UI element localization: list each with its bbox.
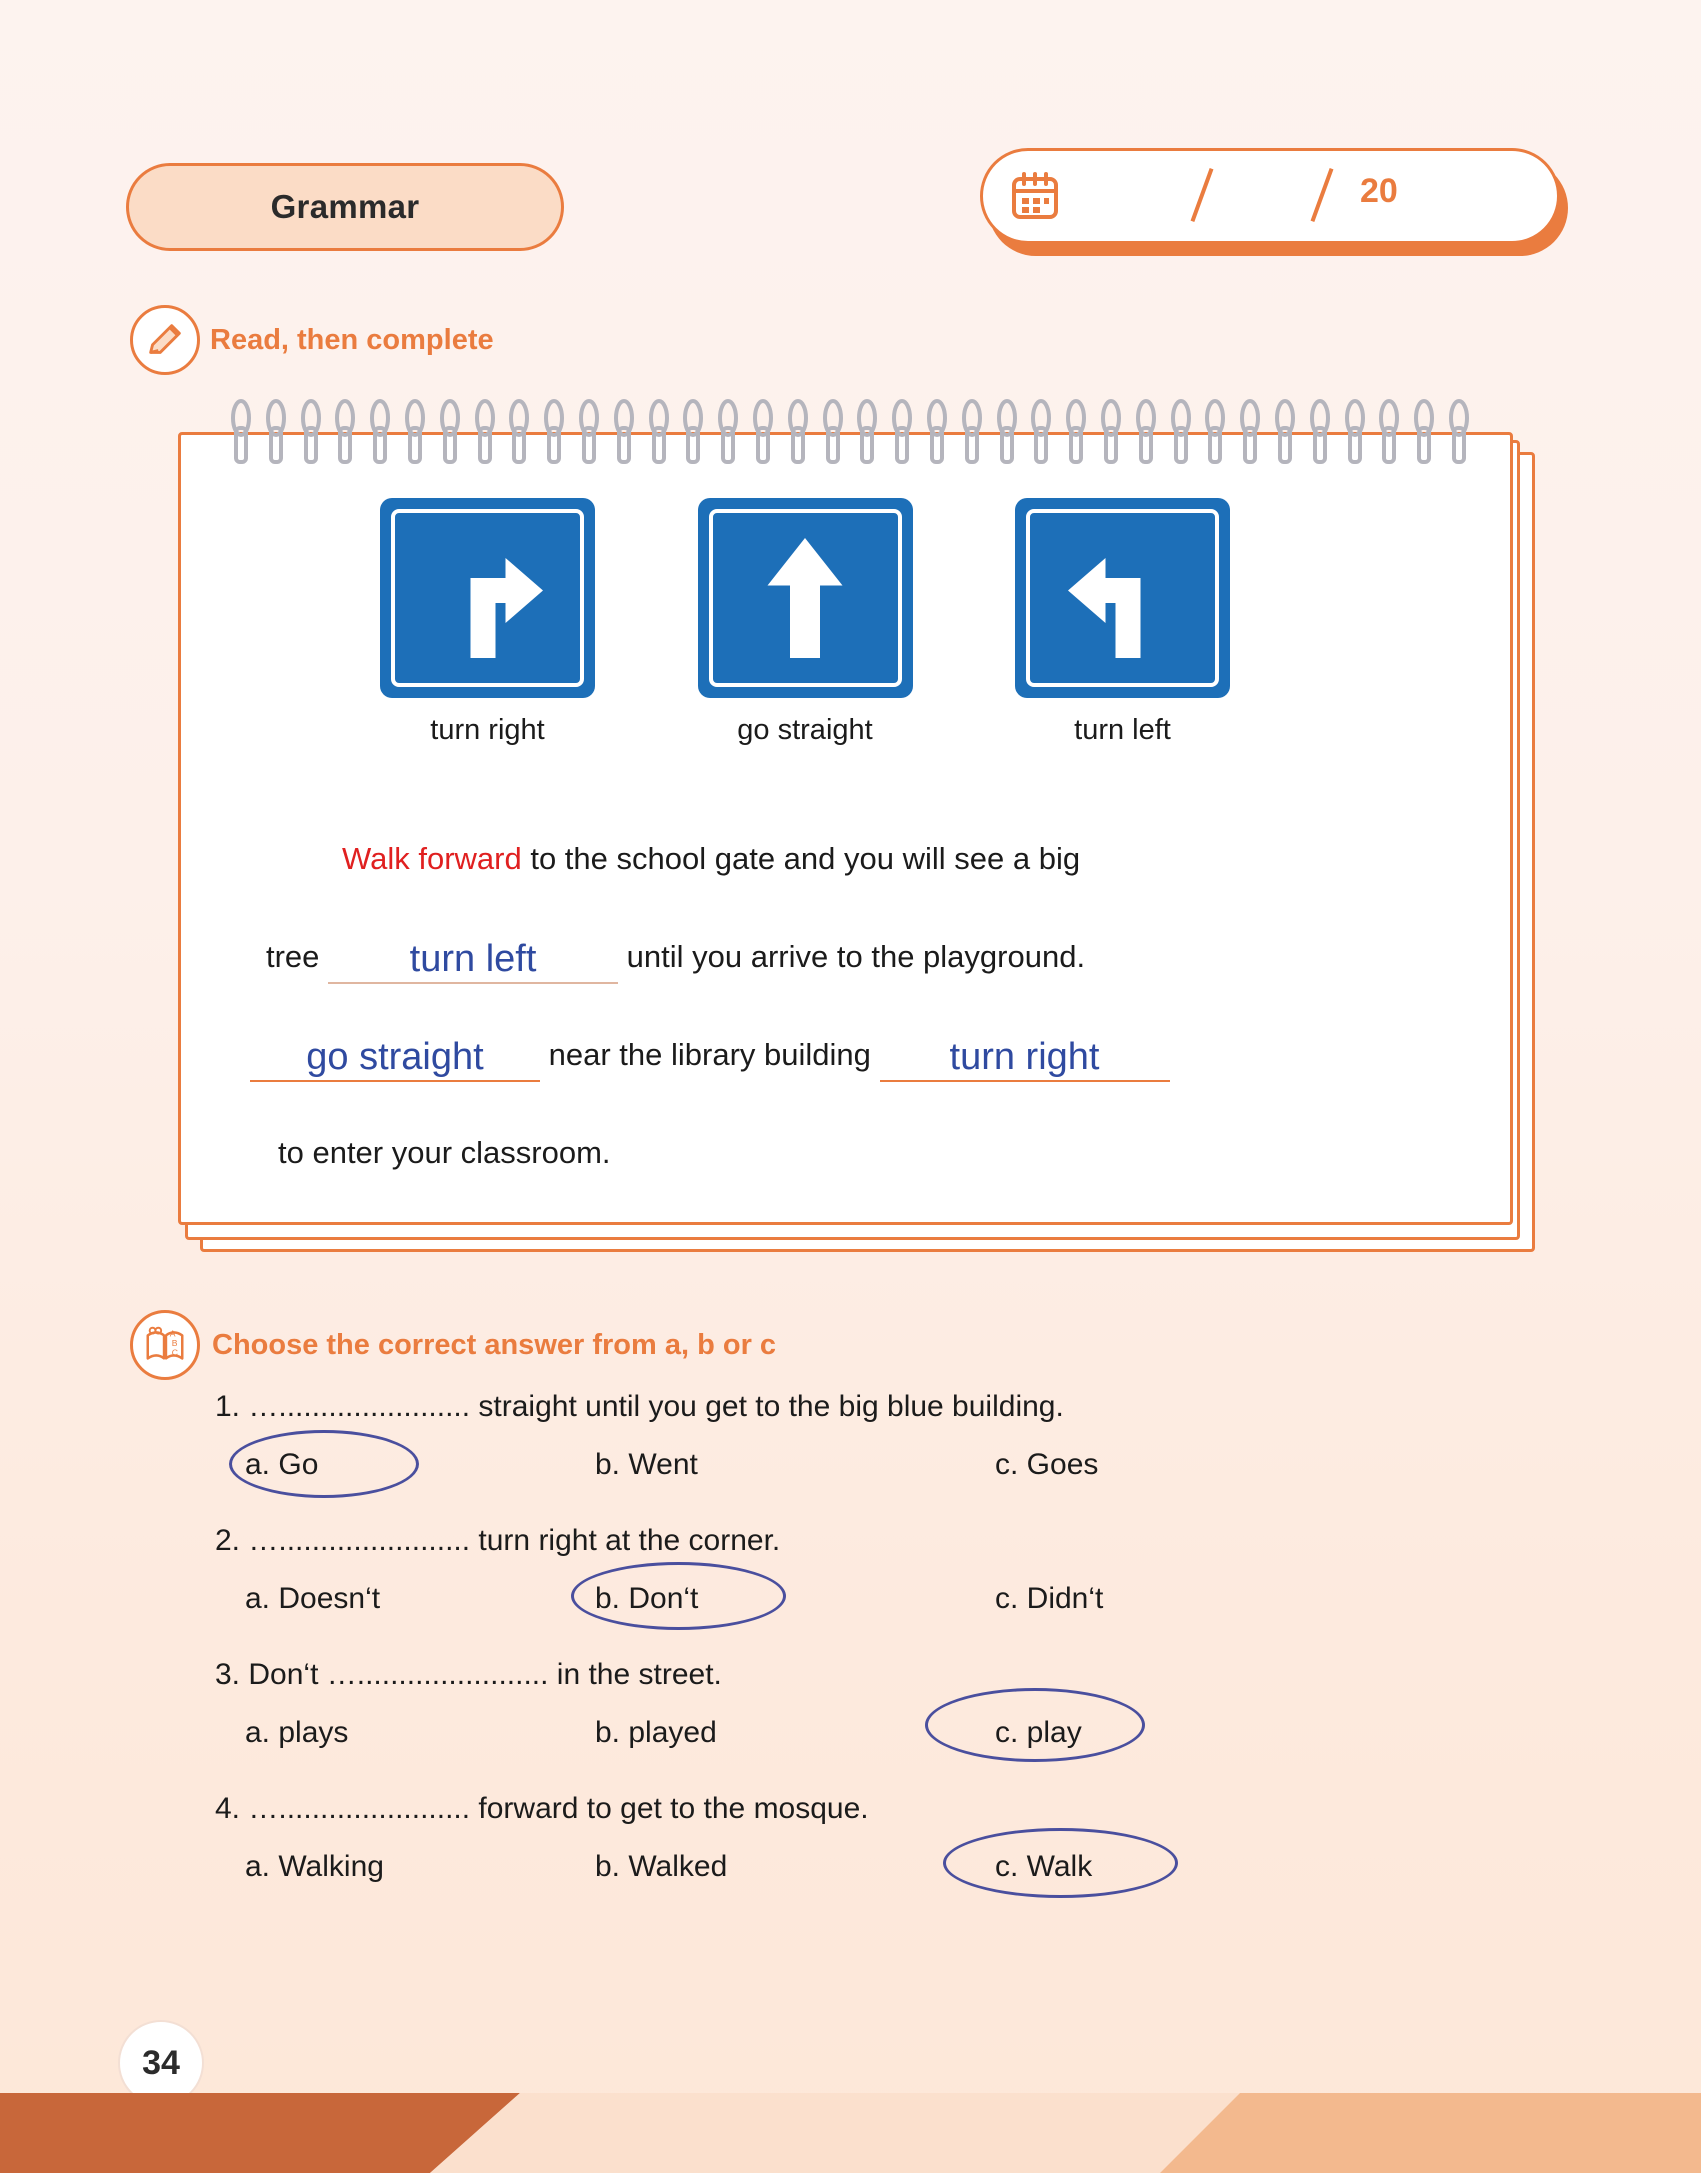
- spiral-ring: [961, 398, 983, 466]
- mcq-list: [215, 1390, 1515, 1898]
- spiral-ring: [752, 398, 774, 466]
- option-b[interactable]: [595, 1448, 995, 1482]
- option-label: c. Didn‘t: [995, 1582, 1104, 1615]
- spiral-ring: [230, 398, 252, 466]
- spiral-ring: [1030, 398, 1052, 466]
- spiral-ring: [891, 398, 913, 466]
- sign-box: [1015, 498, 1230, 698]
- spiral-ring: [1065, 398, 1087, 466]
- spiral-ring: [1135, 398, 1157, 466]
- instruction-choose-correct-answer: [130, 1310, 776, 1380]
- sign-turn-left: [1015, 498, 1230, 747]
- spiral-ring: [926, 398, 948, 466]
- spiral-ring: [822, 398, 844, 466]
- blank-answer-3[interactable]: turn right: [880, 1034, 1170, 1082]
- option-label: a. Walking: [245, 1850, 384, 1883]
- option-b[interactable]: [595, 1716, 995, 1750]
- svg-text:C: C: [171, 1347, 178, 1358]
- question-text: …....................... turn right at the corner.: [248, 1524, 781, 1557]
- date-and-mark-field[interactable]: [980, 148, 1560, 244]
- mcq-options: [245, 1568, 1515, 1630]
- pencil-icon: [130, 305, 200, 375]
- option-a[interactable]: [245, 1582, 595, 1616]
- mcq-question: [215, 1792, 1515, 1826]
- spiral-ring: [578, 398, 600, 466]
- spiral-ring: [613, 398, 635, 466]
- spiral-ring: [439, 398, 461, 466]
- question-number: 2.: [215, 1524, 241, 1557]
- spiral-ring: [1344, 398, 1366, 466]
- question-text: Don‘t …....................... in the street.: [248, 1658, 722, 1691]
- grammar-section-label: Grammar: [270, 188, 420, 225]
- total-mark-value: 20: [1360, 172, 1398, 210]
- sign-label: turn right: [430, 714, 545, 746]
- sign-go-straight: [698, 498, 913, 747]
- question-text: …....................... forward to get to the mosque.: [248, 1792, 869, 1825]
- spiral-ring: [1274, 398, 1296, 466]
- svg-text:B: B: [171, 1337, 178, 1348]
- spiral-ring: [787, 398, 809, 466]
- instruction-2-label: Choose the correct answer from a, b or c: [212, 1328, 777, 1361]
- passage-line-2: [266, 908, 1470, 1006]
- spiral-ring: [717, 398, 739, 466]
- option-label: c. play: [995, 1716, 1082, 1749]
- spiral-ring: [856, 398, 878, 466]
- question-number: 4.: [215, 1792, 241, 1825]
- sign-label: turn left: [1074, 714, 1171, 746]
- passage-line-1: [342, 810, 1470, 908]
- spiral-ring: [265, 398, 287, 466]
- option-c[interactable]: [995, 1850, 1345, 1884]
- passage-line-4: to enter your classroom.: [278, 1135, 611, 1170]
- passage-line-3-middle: near the library building: [548, 1037, 871, 1072]
- spiral-ring: [1100, 398, 1122, 466]
- spiral-ring: [996, 398, 1018, 466]
- option-c[interactable]: [995, 1582, 1345, 1616]
- option-label: c. Goes: [995, 1448, 1099, 1481]
- svg-text:A: A: [169, 1328, 176, 1339]
- option-a[interactable]: [245, 1716, 595, 1750]
- sign-label: go straight: [737, 714, 873, 746]
- spiral-ring: [1309, 398, 1331, 466]
- blank-answer-1[interactable]: turn left: [328, 936, 618, 984]
- spiral-ring: [682, 398, 704, 466]
- spiral-ring: [1378, 398, 1400, 466]
- option-label: b. played: [595, 1716, 717, 1749]
- instruction-1-label: Read, then complete: [210, 323, 494, 356]
- direction-signs-row: [380, 498, 1230, 747]
- grammar-section-badge: [126, 163, 564, 251]
- spiral-ring: [648, 398, 670, 466]
- mcq-question: [215, 1390, 1515, 1424]
- option-c[interactable]: [995, 1716, 1345, 1750]
- question-number: 1.: [215, 1390, 241, 1423]
- spiral-ring: [404, 398, 426, 466]
- mcq-options: [245, 1836, 1515, 1898]
- passage-text: [250, 810, 1470, 1202]
- spiral-binding: [230, 398, 1470, 468]
- instruction-read-then-complete: [130, 305, 494, 375]
- open-book-abc-icon: [130, 1310, 200, 1380]
- sign-turn-right: [380, 498, 595, 747]
- footer-decoration: [0, 2093, 1701, 2173]
- spiral-ring: [1448, 398, 1470, 466]
- spiral-ring: [1413, 398, 1435, 466]
- option-label: b. Don‘t: [595, 1582, 699, 1615]
- mcq-question: [215, 1658, 1515, 1692]
- option-a[interactable]: [245, 1850, 595, 1884]
- question-text: …....................... straight until you get to the big blue building.: [248, 1390, 1064, 1423]
- spiral-ring: [369, 398, 391, 466]
- spiral-ring: [1239, 398, 1261, 466]
- spiral-ring: [1170, 398, 1192, 466]
- option-label: c. Walk: [995, 1850, 1093, 1883]
- spiral-ring: [1204, 398, 1226, 466]
- calendar-icon: [1012, 172, 1058, 220]
- sign-box: [380, 498, 595, 698]
- go-straight-arrow-icon: [709, 509, 902, 687]
- option-label: b. Went: [595, 1448, 698, 1481]
- passage-line-1-rest: to the school gate and you will see a big: [521, 841, 1081, 876]
- blank-answer-2[interactable]: go straight: [250, 1034, 540, 1082]
- passage-line-2-before: tree: [266, 939, 320, 974]
- option-label: b. Walked: [595, 1850, 728, 1883]
- passage-line-3: [250, 1006, 1470, 1104]
- option-label: a. plays: [245, 1716, 349, 1749]
- option-label: a. Go: [245, 1448, 319, 1481]
- passage-highlight: Walk forward: [342, 841, 522, 876]
- turn-left-arrow-icon: [1026, 509, 1219, 687]
- spiral-ring: [474, 398, 496, 466]
- mcq-question: [215, 1524, 1515, 1558]
- option-a[interactable]: [245, 1448, 595, 1482]
- mcq-options: [245, 1434, 1515, 1496]
- sign-box: [698, 498, 913, 698]
- spiral-ring: [334, 398, 356, 466]
- passage-line-2-after: until you arrive to the playground.: [626, 939, 1086, 974]
- option-c[interactable]: [995, 1448, 1345, 1482]
- option-b[interactable]: [595, 1582, 995, 1616]
- spiral-ring: [300, 398, 322, 466]
- spiral-ring: [543, 398, 565, 466]
- option-label: a. Doesn‘t: [245, 1582, 381, 1615]
- option-b[interactable]: [595, 1850, 995, 1884]
- mcq-options: [245, 1702, 1515, 1764]
- page-number: 34: [118, 2020, 204, 2106]
- spiral-ring: [508, 398, 530, 466]
- turn-right-arrow-icon: [391, 509, 584, 687]
- question-number: 3.: [215, 1658, 241, 1691]
